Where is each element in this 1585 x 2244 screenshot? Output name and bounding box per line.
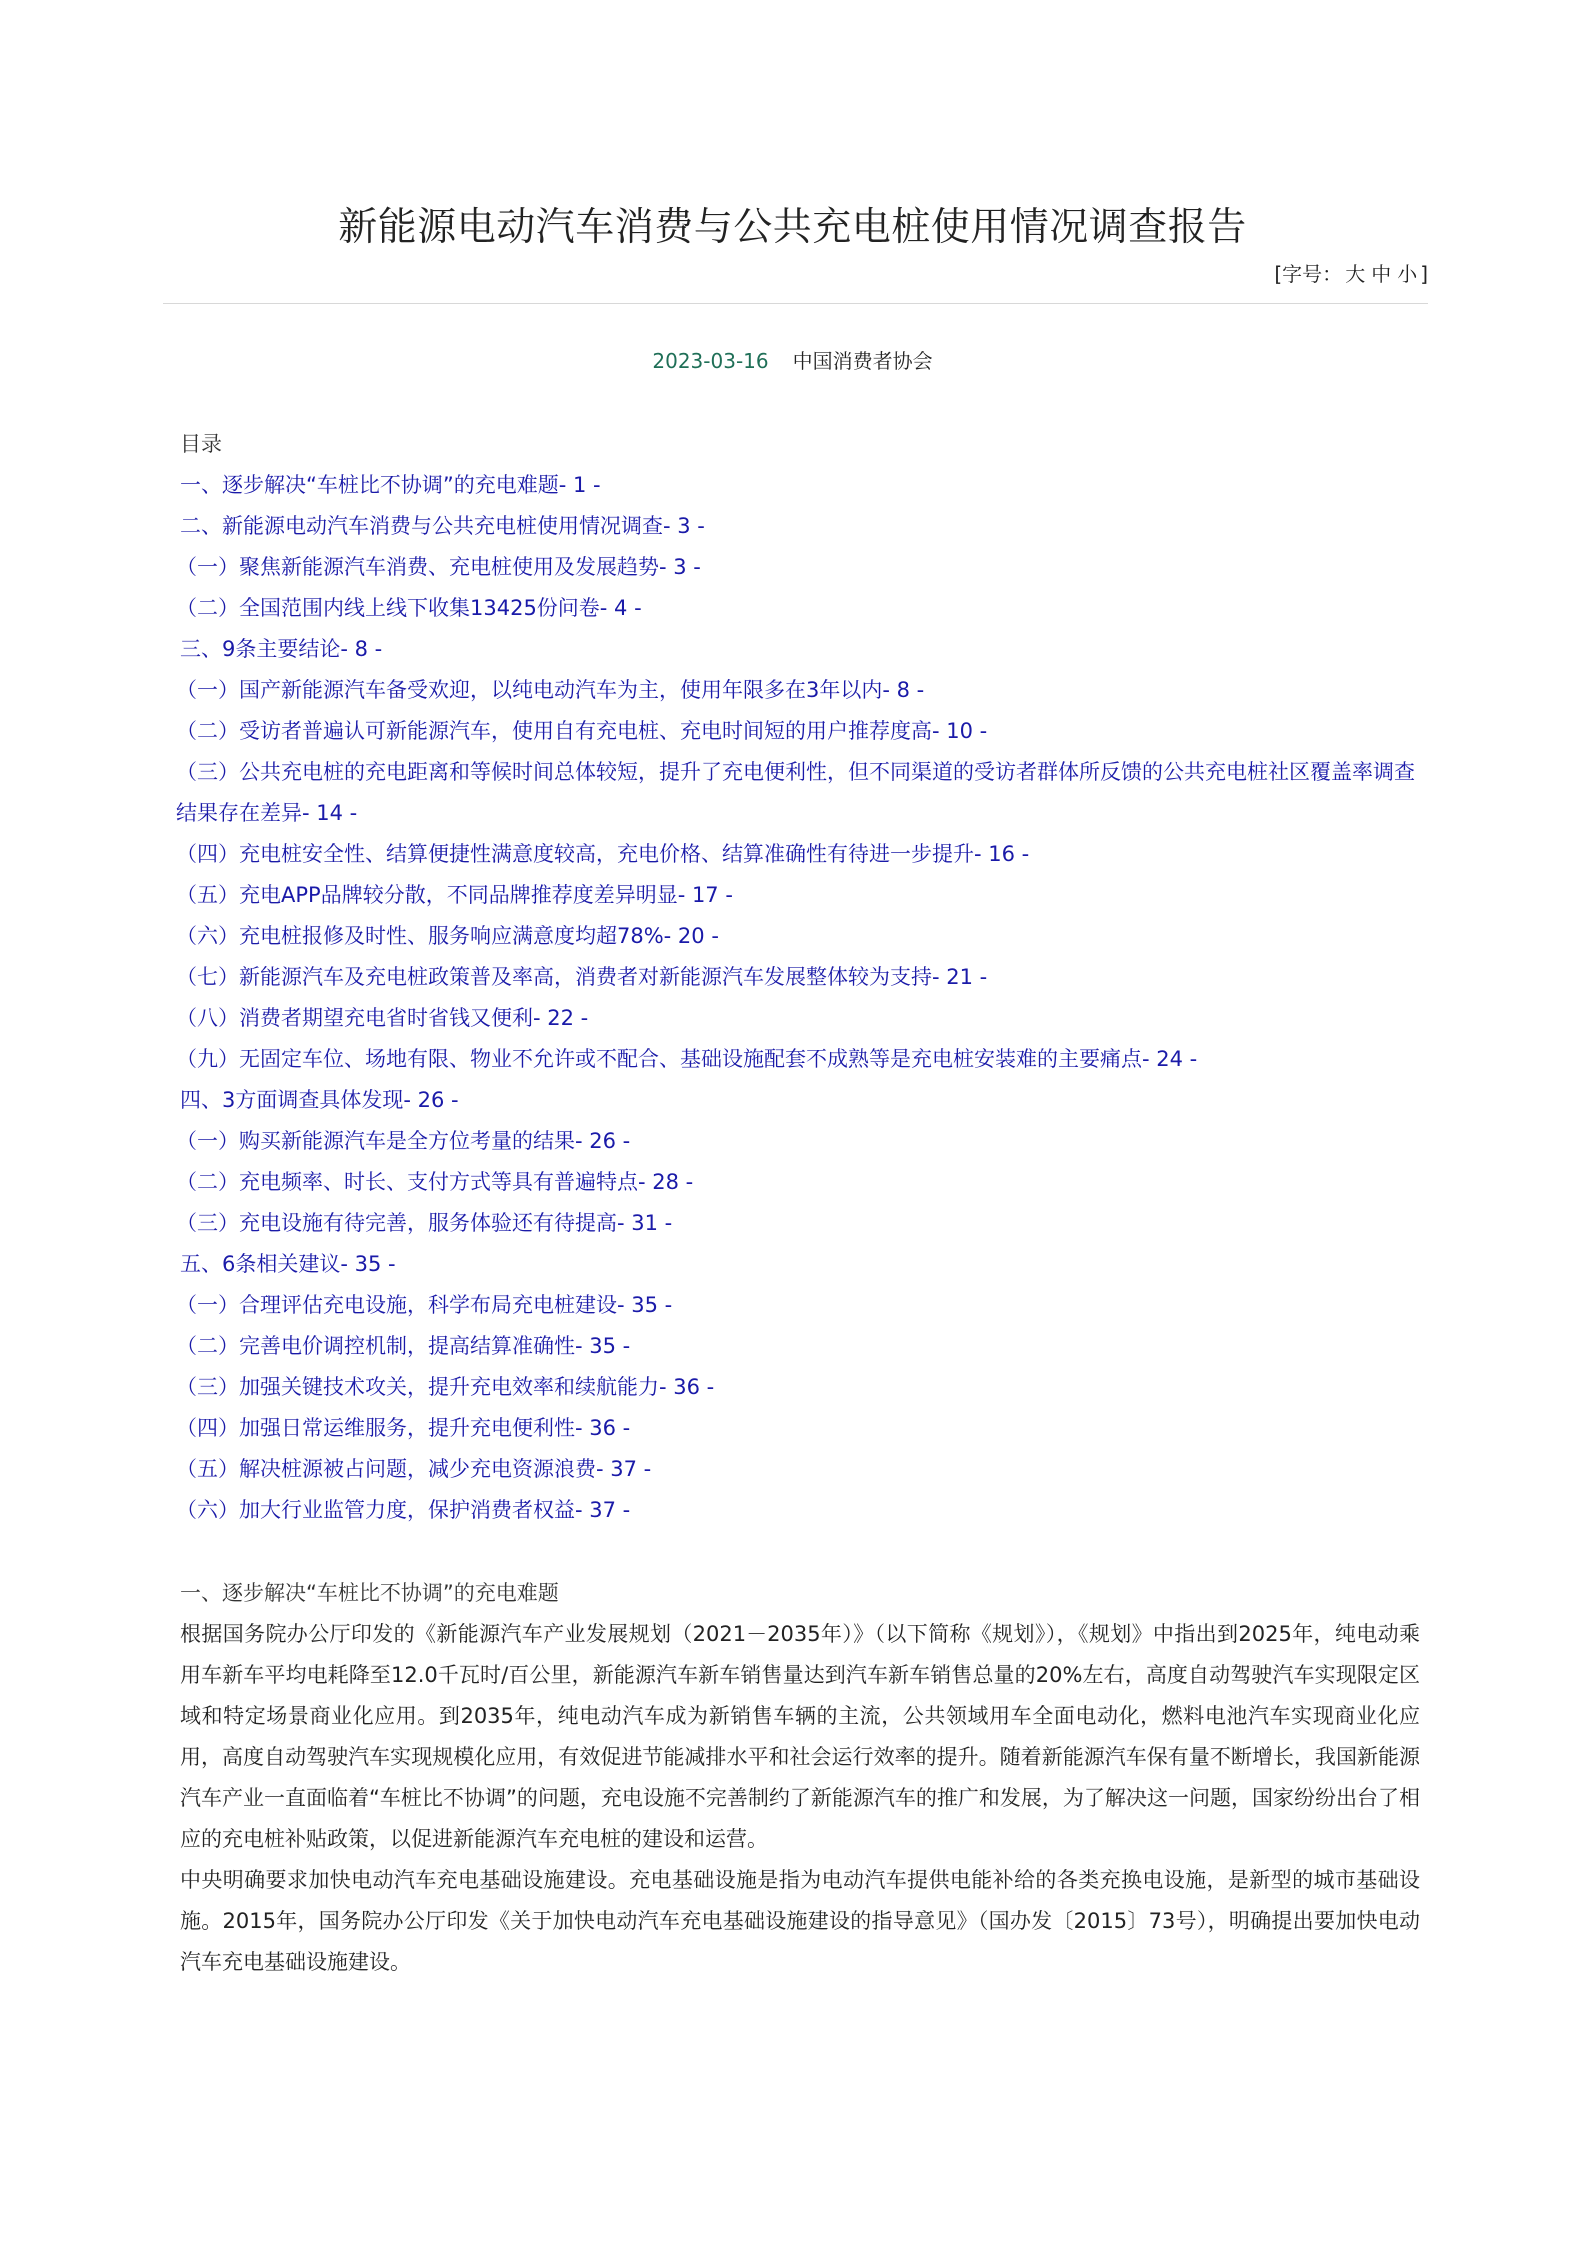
toc-link[interactable]: （三）公共充电桩的充电距离和等候时间总体较短，提升了充电便利性，但不同渠道的受访者群体所反馈的公共充电桩社区覆盖率调查结果存在差异- 14 - (176, 760, 1415, 825)
toc-heading: 目录 (180, 432, 222, 456)
toc-link[interactable]: （五）解决桩源被占问题，减少充电资源浪费- 37 - (176, 1457, 652, 1481)
toc-link[interactable]: （二）受访者普遍认可新能源汽车，使用自有充电桩、充电时间短的用户推荐度高- 10 - (176, 719, 988, 743)
font-size-prefix: [字号： (1274, 262, 1343, 286)
table-of-contents (176, 465, 1420, 1531)
article-meta (0, 344, 1585, 378)
toc-link[interactable]: 四、3方面调查具体发现- 26 - (180, 1088, 459, 1112)
font-size-suffix: ] (1420, 262, 1428, 286)
toc-link[interactable]: 五、6条相关建议- 35 - (180, 1252, 396, 1276)
article-title: 新能源电动汽车消费与公共充电桩使用情况调查报告 (338, 205, 1247, 250)
body-paragraph: 中央明确要求加快电动汽车充电基础设施建设。充电基础设施是指为电动汽车提供电能补给的各类充换电设施，是新型的城市基础设施。2015年，国务院办公厅印发《关于加快电动汽车充电基础设施建设的指导意见》（国办发〔2015〕73号），明确提出要加快电动汽车充电基础设施建设。 (180, 1868, 1420, 1974)
toc-link[interactable]: （二）充电频率、时长、支付方式等具有普遍特点- 28 - (176, 1170, 694, 1194)
toc-link[interactable]: （七）新能源汽车及充电桩政策普及率高，消费者对新能源汽车发展整体较为支持- 21 - (176, 965, 988, 989)
toc-link[interactable]: （一）购买新能源汽车是全方位考量的结果- 26 - (176, 1129, 631, 1153)
toc-link[interactable]: （六）加大行业监管力度，保护消费者权益- 37 - (176, 1498, 631, 1522)
toc-link[interactable]: （九）无固定车位、场地有限、物业不允许或不配合、基础设施配套不成熟等是充电桩安装难的主要痛点- 24 - (176, 1047, 1198, 1071)
font-size-medium-button[interactable]: 中 (1371, 262, 1392, 286)
toc-link[interactable]: （一）国产新能源汽车备受欢迎，以纯电动汽车为主，使用年限多在3年以内- 8 - (176, 678, 925, 702)
font-size-switcher (1274, 259, 1428, 289)
toc-link[interactable]: 一、逐步解决“车桩比不协调”的充电难题- 1 - (180, 473, 601, 497)
toc-link[interactable]: （二）全国范围内线上线下收集13425份问卷- 4 - (176, 596, 642, 620)
toc-link[interactable]: （八）消费者期望充电省时省钱又便利- 22 - (176, 1006, 589, 1030)
section-spacer (180, 1531, 1420, 1573)
publish-date: 2023-03-16 (652, 349, 769, 373)
toc-link[interactable]: （二）完善电价调控机制，提高结算准确性- 35 - (176, 1334, 631, 1358)
toc-link[interactable]: 三、9条主要结论- 8 - (180, 637, 383, 661)
body-paragraph: 根据国务院办公厅印发的《新能源汽车产业发展规划（2021－2035年）》（以下简称《规划》），《规划》中指出到2025年，纯电动乘用车新车平均电耗降至12.0千瓦时/百公里，新能源汽车新车销售量达到汽车新车销售总量的20%左右，高度自动驾驶汽车实现限定区域和特定场景商业化应用。到2035年，纯电动汽车成为新销售车辆的主流，公共领域用车全面电动化，燃料电池汽车实现商业化应用，高度自动驾驶汽车实现规模化应用，有效促进节能减排水平和社会运行效率的提升。随着新能源汽车保有量不断增长，我国新能源汽车产业一直面临着“车桩比不协调”的问题，充电设施不完善制约了新能源汽车的推广和发展，为了解决这一问题，国家纷纷出台了相应的充电桩补贴政策，以促进新能源汽车充电桩的建设和运营。 (180, 1622, 1420, 1851)
section-heading: 一、逐步解决“车桩比不协调”的充电难题 (180, 1581, 559, 1605)
font-size-large-button[interactable]: 大 (1345, 262, 1366, 286)
toc-link[interactable]: （三）充电设施有待完善，服务体验还有待提高- 31 - (176, 1211, 673, 1235)
publisher-source: 中国消费者协会 (792, 349, 933, 373)
toc-link[interactable]: （三）加强关键技术攻关，提升充电效率和续航能力- 36 - (176, 1375, 715, 1399)
toc-link[interactable]: （五）充电APP品牌较分散，不同品牌推荐度差异明显- 17 - (176, 883, 733, 907)
toc-link[interactable]: （六）充电桩报修及时性、服务响应满意度均超78%- 20 - (176, 924, 719, 948)
title-divider (163, 303, 1428, 304)
toc-link[interactable]: 二、新能源电动汽车消费与公共充电桩使用情况调查- 3 - (180, 514, 705, 538)
toc-link[interactable]: （一）合理评估充电设施，科学布局充电桩建设- 35 - (176, 1293, 673, 1317)
article-content (176, 424, 1420, 1983)
font-size-small-button[interactable]: 小 (1397, 262, 1418, 286)
toc-link[interactable]: （一）聚焦新能源汽车消费、充电桩使用及发展趋势- 3 - (176, 555, 701, 579)
toc-link[interactable]: （四）加强日常运维服务，提升充电便利性- 36 - (176, 1416, 631, 1440)
toc-link[interactable]: （四）充电桩安全性、结算便捷性满意度较高，充电价格、结算准确性有待进一步提升- 16 - (176, 842, 1030, 866)
